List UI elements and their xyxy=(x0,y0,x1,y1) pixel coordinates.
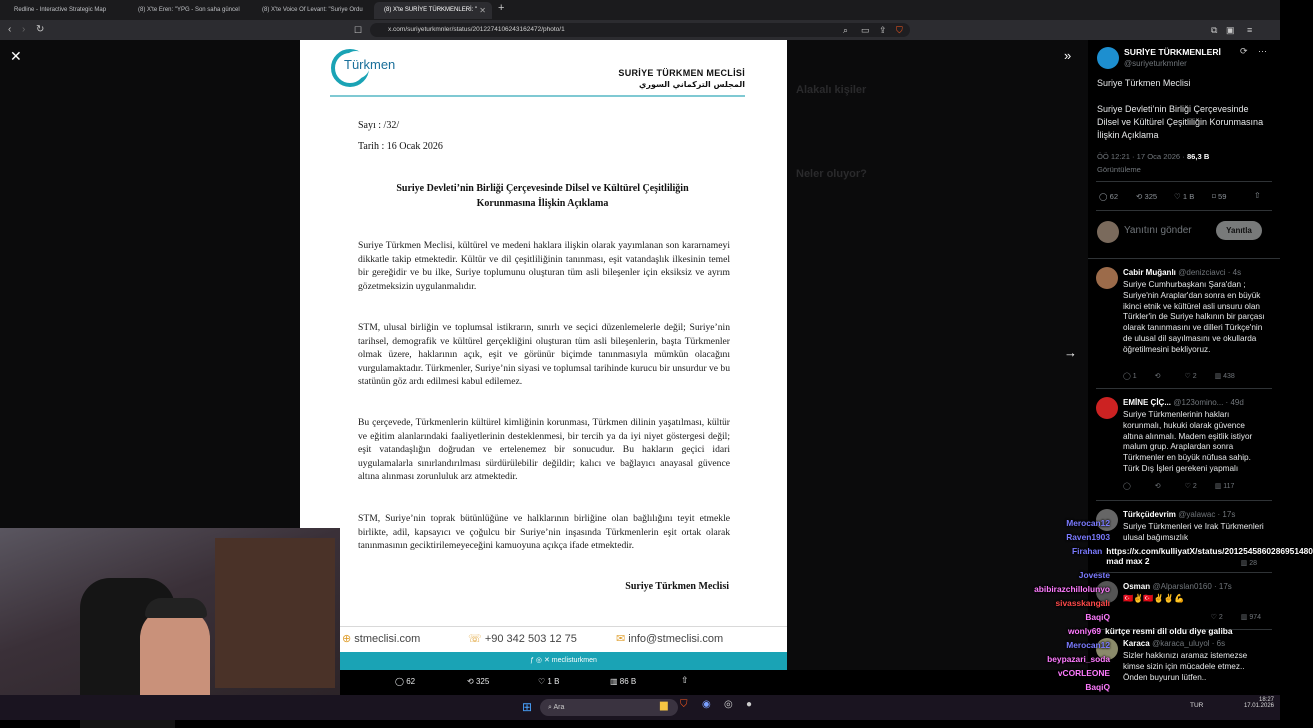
tab-suriye-turkmenleri[interactable] xyxy=(374,2,492,19)
reload-icon[interactable]: ↻ xyxy=(36,24,45,35)
phone-icon: ☏ xyxy=(468,633,482,645)
clock-time: 18:27 xyxy=(1258,697,1274,703)
bottom-like[interactable]: ♡ 1 B xyxy=(538,677,560,686)
share-icon[interactable]: ⇪ xyxy=(879,25,887,35)
chat-message xyxy=(1085,612,1110,622)
post-text-line2: Suriye Devleti’nin Birliği Çerçevesinde Dilsel ve Kültürel Çeşitliliğin Korunmasına İlişkin Açıklama xyxy=(1097,104,1264,140)
forward-icon[interactable]: › xyxy=(22,24,26,35)
reply-count: 62 xyxy=(1109,192,1119,201)
bottom-view-count: 86 B xyxy=(619,677,637,686)
windows-start-icon[interactable]: ⊞ xyxy=(522,700,533,714)
taskbar-search[interactable]: ⌕ Ara xyxy=(540,699,678,716)
zoom-icon[interactable]: ⌕ xyxy=(843,25,849,35)
website-text: stmeclisi.com xyxy=(354,633,421,645)
paragraph-4: STM, Suriye’nin toprak bütünlüğüne ve halklarının birliğine olan bağlılığını teyit etmekle birlikte, adil, kapsayıcı ve çoğulcu bir Suriye’nin inşasında Türkmenlerin eşit ortak olarak tanınmasının geciktirilemeyeceğini kamuoyuna açıkça ifade etmektedir. xyxy=(358,513,730,552)
tab-title: (8) X'te Eren: "YPG - Son saha güncel xyxy=(138,7,240,13)
chat-message xyxy=(1068,626,1233,636)
more-icon[interactable]: ⋯ xyxy=(1258,46,1267,56)
social-handle: meclisturkmen xyxy=(551,657,597,664)
brave-shield-icon[interactable]: ⛉ xyxy=(896,25,903,35)
reply-author[interactable]: Cabir Muğanlı xyxy=(1123,268,1176,277)
language-indicator[interactable]: TUR xyxy=(1190,702,1204,709)
header-divider xyxy=(330,95,745,97)
reply-like-count: 2 xyxy=(1218,614,1223,621)
search-text: Ara xyxy=(553,704,565,711)
reply-item[interactable] xyxy=(1096,258,1272,386)
close-viewer-icon[interactable]: ✕ xyxy=(10,48,22,64)
chat-username[interactable]: BaqiQ xyxy=(1085,682,1110,692)
document-photo xyxy=(300,40,787,670)
org-name: SURİYE TÜRKMEN MECLİSİ xyxy=(618,68,745,78)
reply-handle: @karaca_uluyol · 6s xyxy=(1152,639,1226,648)
next-photo-icon[interactable]: → xyxy=(1064,345,1077,360)
clock-date: 17.01.2026 xyxy=(1243,703,1274,709)
address-bar[interactable] xyxy=(370,23,910,37)
post-time xyxy=(1097,152,1209,161)
reply-author[interactable]: Osman xyxy=(1123,582,1151,591)
views-label: Görüntüleme xyxy=(1097,165,1141,174)
divider xyxy=(1096,210,1272,211)
chat-message xyxy=(1079,570,1110,580)
reply-view-count: 117 xyxy=(1223,483,1235,490)
bottom-reply[interactable]: ◯ 62 xyxy=(395,677,416,686)
tab-voice-of-levant[interactable] xyxy=(252,2,374,19)
post-panel xyxy=(1088,40,1313,695)
post-author[interactable]: SURİYE TÜRKMENLERİ xyxy=(1124,47,1221,57)
extensions-icon[interactable]: ⧉ xyxy=(1211,25,1218,35)
bottom-share-icon[interactable]: ⇧ xyxy=(681,675,689,685)
author-avatar[interactable] xyxy=(1097,47,1119,69)
reply-view-count: 28 xyxy=(1249,560,1257,567)
chat-message xyxy=(1066,518,1110,528)
user-avatar xyxy=(1097,221,1119,243)
bottom-like-count: 1 B xyxy=(547,677,560,686)
clock[interactable] xyxy=(1240,697,1274,709)
discord-icon[interactable]: ◉ xyxy=(702,699,711,710)
brave-taskbar-icon[interactable]: ⛉ xyxy=(680,699,688,710)
chat-username[interactable]: sivasskangalı xyxy=(1055,598,1110,608)
chat-message xyxy=(1058,668,1110,678)
paragraph-2: STM, ulusal birliğin ve toplumsal istikrarın, sınırlı ve seçici düzenlemelerle değil; Suriye’nin tarihsel, demografik ve kültürel gerçekliğini oluşturan tüm asli bileşenlerin, başta Türkmenler olmak üzere, haklarının açık, eşit ve görünür biçimde tanınmasıyla mümkün olacağını vurgulamaktadır. Türkmenler, Suriye’nin siyasi ve toplumsal tarihinde kurucu bir unsurdur ve bu statünün göz ardı edilmesi kabul edilemez. xyxy=(358,322,731,388)
document-title-line1: Suriye Devleti’nin Birliği Çerçevesinde Dilsel ve Kültürel Çeşitliliğin xyxy=(396,183,689,194)
chat-username[interactable]: vCORLEONE xyxy=(1057,668,1110,678)
reply-button[interactable]: Yanıtla xyxy=(1216,221,1262,240)
globe-icon: ⊕ xyxy=(342,633,352,645)
menu-icon[interactable]: ≡ xyxy=(1247,25,1253,35)
chat-message xyxy=(1085,682,1110,692)
mail-icon: ✉ xyxy=(616,633,626,645)
like-action[interactable]: ♡ 1 B xyxy=(1174,192,1195,201)
chat-username[interactable]: abibirazchillolunyo xyxy=(1034,584,1110,594)
reply-item[interactable] xyxy=(1096,388,1272,498)
tab-title: (8) X'te Voice Of Levant: "Suriye Ordu xyxy=(262,7,363,13)
chat-message xyxy=(1072,546,1313,566)
bottom-repost[interactable]: ⟲ 325 xyxy=(467,677,490,686)
share-post-icon[interactable]: ⇧ xyxy=(1254,191,1261,200)
tab-title: Redline - Interactive Strategic Map xyxy=(14,7,107,13)
paragraph-1: Suriye Türkmen Meclisi, kültürel ve medeni haklara ilişkin olarak yayımlanan son kararnameyi dikkatle takip etmektedir. Kültür ve dil çeşitliliğinin tanınması, eşit vatandaşlık ilkesinin temel bir gereğidir ve bu ilke, Suriye toplumunu oluşturan tüm asli bileşenler için eksiksiz ve ayrım gözetmeksizin uygulanmalıdır. xyxy=(358,240,730,292)
chat-text: https://x.com/kulliyatX/status/2012545860286951480 mad max 2 xyxy=(1106,546,1313,566)
time-text: ÖÖ 12:21 · 17 Oca 2026 · xyxy=(1097,152,1185,161)
reply-text: Suriye Türkmenleri ve Irak Türkmenleri ulusal bağımsızlık xyxy=(1123,522,1264,542)
who-to-follow-heading: Alakalı kişiler xyxy=(796,84,867,96)
reply-item[interactable] xyxy=(1096,572,1272,627)
tab-eren[interactable] xyxy=(128,2,250,19)
bookmark-action[interactable]: ⌑ 59 xyxy=(1212,192,1227,201)
chat-message xyxy=(1066,640,1110,650)
url-text: x.com/suriyeturkmnler/status/2012274106243162472/photo/1 xyxy=(388,26,565,33)
footer-divider xyxy=(340,626,787,627)
footer-website xyxy=(342,632,420,645)
chat-username[interactable]: wonly69 xyxy=(1068,626,1102,636)
document-number: Sayı : /32/ xyxy=(358,120,400,131)
reply-action[interactable]: ◯ 62 xyxy=(1099,192,1119,201)
reply-view-count: 438 xyxy=(1223,373,1235,380)
photo-action-bar xyxy=(340,670,1090,695)
back-icon[interactable]: ‹ xyxy=(8,24,12,35)
chat-text: kürtçe resmi dil oldu diye galiba xyxy=(1105,626,1233,636)
whats-happening-heading: Neler oluyor? xyxy=(796,168,867,180)
reply-handle: @yalawac · 17s xyxy=(1178,510,1236,519)
document-date: Tarih : 16 Ocak 2026 xyxy=(358,141,443,152)
reply-header xyxy=(1123,397,1244,407)
repost-count: 325 xyxy=(1144,192,1158,201)
new-tab-icon[interactable]: + xyxy=(498,2,505,14)
bookmark-count: 59 xyxy=(1218,192,1227,201)
steam-icon[interactable]: ◎ xyxy=(724,699,733,710)
obs-icon[interactable]: ● xyxy=(746,699,753,710)
reply-avatar xyxy=(1096,267,1118,289)
post-text-line1: Suriye Türkmen Meclisi xyxy=(1097,78,1191,88)
tab-title: (8) X'te SURİYE TÜRKMENLERİ: " xyxy=(384,7,478,13)
views-count: 86,3 B xyxy=(1186,152,1210,161)
reply-handle: @123omino... · 49d xyxy=(1173,398,1244,407)
reply-input[interactable]: Yanıtını gönder xyxy=(1124,225,1192,236)
wallet-icon[interactable]: ▣ xyxy=(1226,25,1235,35)
org-name-arabic: المجلس التركماني السوري xyxy=(639,80,745,89)
collapse-panel-icon[interactable]: » xyxy=(1064,48,1072,63)
taskbar xyxy=(0,695,1280,720)
webcam-overlay xyxy=(0,528,340,720)
chat-message xyxy=(1056,598,1110,608)
reply-like-count: 2 xyxy=(1192,483,1197,490)
repost-action[interactable]: ⟲ 325 xyxy=(1136,192,1158,201)
reply-reply-count: 1 xyxy=(1132,373,1137,380)
tab-redline[interactable] xyxy=(4,2,126,19)
reply-text: Sizler hakkınızı aramaz istemezse kimse sizin için mücadele etmez.. Önden buyurun lütfen.. xyxy=(1123,651,1248,682)
chat-message xyxy=(1066,532,1110,542)
reply-actions: ♡ 2 ▥ 974 xyxy=(1210,614,1261,621)
email-text: info@stmeclisi.com xyxy=(628,633,724,645)
grok-icon[interactable]: ⟳ xyxy=(1240,46,1248,56)
chat-message xyxy=(1047,654,1110,664)
divider xyxy=(1096,181,1272,182)
reply-actions: ◯ 1 ⟲ ♡ 2 ▥ 438 xyxy=(1123,373,1235,380)
browser-tab-bar xyxy=(0,0,1280,20)
bookshelf xyxy=(215,538,335,688)
reply-header xyxy=(1123,267,1241,277)
reply-text: Suriye Türkmenlerinin hakları korunmalı, hukuki olarak güvence altına alınmalı. Madem eşitlik istiyor malum grup. Araplardan sonra Türkmenler en büyük nüfusa sahip. Türk Dış İşleri gerekeni yapmalı xyxy=(1123,410,1253,473)
turkmen-logo xyxy=(330,48,396,88)
paragraph-3: Bu çerçevede, Türkmenlerin kültürel kimliğinin korunması, Türkmen dilinin yaşatılması, kültür ve eğitim alanlarındaki faaliyetlerinin desteklenmesi, bir tercih ya da iyi niyet göstergesi değil; eşit vatandaşlığın doğrudan ve ertelenemez bir sonucudur. Bu hakların geçici idari uygulamalarla sınırlandırılması sürdürülebilir değildir; kalıcı ve bağlayıcı anayasal güvence altına alınması zorunluluk arz atmektedir. xyxy=(358,417,730,483)
logo-text: Türkmen xyxy=(344,57,396,72)
reply-handle: @denizciavci · 4s xyxy=(1178,268,1242,277)
reply-view-count: 974 xyxy=(1249,614,1261,621)
reply-avatar xyxy=(1096,397,1118,419)
footer-email xyxy=(616,632,723,645)
screenshot-icon[interactable]: ▭ xyxy=(861,25,870,35)
chat-username[interactable]: Joveste xyxy=(1078,570,1110,580)
document-title-line2: Korunmasına İlişkin Açıklama xyxy=(476,198,609,209)
chat-username[interactable]: Firahan xyxy=(1072,546,1103,556)
post-handle[interactable]: @suriyeturkmnler xyxy=(1124,59,1187,68)
reply-handle: @Alparslan0160 · 17s xyxy=(1152,582,1232,591)
bottom-views[interactable]: ▥ 86 B xyxy=(610,677,637,686)
footer-social-band: ƒ ◎ ✕ meclisturkmen xyxy=(340,652,787,670)
chat-username[interactable]: beypazari_soda xyxy=(1047,654,1110,664)
reply-actions: ◯ ⟲ ♡ 2 ▥ 117 xyxy=(1123,483,1235,490)
chat-username[interactable]: Merocan12 xyxy=(1066,518,1110,528)
reply-author[interactable]: Karaca xyxy=(1123,639,1150,648)
reply-text: Suriye Cumhurbaşkanı Şara'dan ; Suriye'nin Araplar'dan sonra en büyük ikinci etnik ve kültürel asli unsuru olan Türkler'in de Suriye halkının bir parçası olarak tanınmasını ve dilleri Türkçe'nin de ulusal dil sayılmasını ve okullarda öğretilmesini bekliyoruz. xyxy=(1123,280,1265,354)
footer-phone xyxy=(468,632,577,645)
bottom-reply-count: 62 xyxy=(406,677,416,686)
signature: Suriye Türkmen Meclisi xyxy=(625,581,729,592)
chat-username[interactable]: Raven1903 xyxy=(1066,532,1110,542)
bookmark-icon[interactable]: ☐ xyxy=(354,25,363,35)
like-count: 1 B xyxy=(1182,192,1195,201)
reply-author[interactable]: EMİNE ÇİÇ... xyxy=(1123,398,1172,407)
cap xyxy=(145,598,207,618)
reply-like-count: 2 xyxy=(1192,373,1197,380)
chat-username[interactable]: BaqiQ xyxy=(1085,612,1110,622)
reply-text: 🇹🇷✌️🇹🇷✌️✌️💪 xyxy=(1123,594,1185,603)
file-explorer-icon[interactable]: ▆ xyxy=(660,700,668,711)
reply-author[interactable]: Türkçüdevrim xyxy=(1123,510,1176,519)
chat-message xyxy=(1034,584,1110,594)
reply-header xyxy=(1123,638,1225,648)
phone-text: +90 342 503 12 75 xyxy=(484,633,577,645)
reply-header xyxy=(1123,581,1232,591)
chat-username[interactable]: Merocan12 xyxy=(1066,640,1110,650)
reply-item[interactable] xyxy=(1096,629,1272,699)
bottom-repost-count: 325 xyxy=(475,677,490,686)
reply-header xyxy=(1123,509,1235,519)
close-tab-icon[interactable]: ✕ xyxy=(479,6,486,15)
reply-actions: ▥ 28 xyxy=(1240,560,1257,567)
